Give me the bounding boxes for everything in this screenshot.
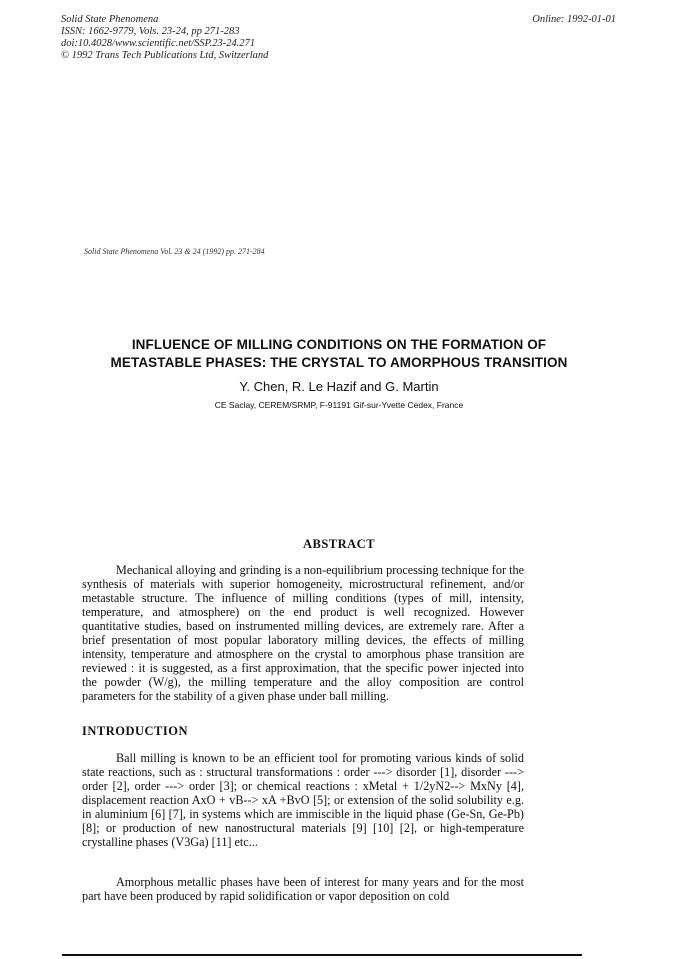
authors: Y. Chen, R. Le Hazif and G. Martin [239,379,439,394]
issn-line: ISSN: 1662-9779, Vols. 23-24, pp 271-283 [61,26,240,37]
introduction-heading: INTRODUCTION [82,724,189,738]
journal-name: Solid State Phenomena [61,14,159,25]
affiliation: CE Saclay, CEREM/SRMP, F-91191 Gif-sur-Yvette Cedex, France [214,400,464,410]
paper-title [0,336,678,372]
abstract-text: Mechanical alloying and grinding is a non-equilibrium processing technique for the synthesis of materials with superior homogeneity, microstructural refinement, and/or metastable structure. The influence of milling conditions (types of mill, intensity, temperature, and atmosphere) on the end product is well recognized. However quantitative studies, based on instrumented milling devices, are extremely rare. After a brief presentation of most popular laboratory milling devices, the effects of milling intensity, temperature and atmosphere on the crystal to amorphous phase transition are reviewed : it is suggested, as a first approximation, that the specific power injected into the powder (W/g), the milling temperature and the alloy composition are control parameters for the stability of a given phase under ball milling. [82,563,524,703]
copyright-line: © 1992 Trans Tech Publications Ltd, Switzerland [61,50,269,61]
title-line-2: METASTABLE PHASES: THE CRYSTAL TO AMORPHOUS TRANSITION [110,355,568,370]
journal-header [61,14,268,62]
abstract-heading: ABSTRACT [302,537,376,551]
online-date: Online: 1992-01-01 [532,14,616,25]
doi-line: doi:10.4028/www.scientific.net/SSP.23-24.271 [61,38,256,49]
introduction-paragraph-2: Amorphous metallic phases have been of interest for many years and for the most part have been produced by rapid solidification or vapor deposition on cold [82,875,524,903]
title-line-1: INFLUENCE OF MILLING CONDITIONS ON THE FORMATION OF [131,337,547,352]
journal-citation: Solid State Phenomena Vol. 23 & 24 (1992) pp. 271-284 [84,247,265,256]
footer-rule [62,954,582,956]
introduction-paragraph-1: Ball milling is known to be an efficient tool for promoting various kinds of solid state reactions, such as : structural transformations : order ---> disorder [1], disorder ---> order [2], order ---> order [3]; or chemical reactions : xMetal + 1/2yN2--> MxNy [4], displacement reaction AxO + vB--> xA +BvO [5]; or extension of the solid solubility e.g. in aluminium [6] [7], in systems which are immiscible in the liquid phase (Ge-Sn, Ge-Pb) [8]; or production of new nanostructural materials [9] [10] [2], or high-temperature crystalline phases (V3Ga) [11] etc... [82,751,524,849]
